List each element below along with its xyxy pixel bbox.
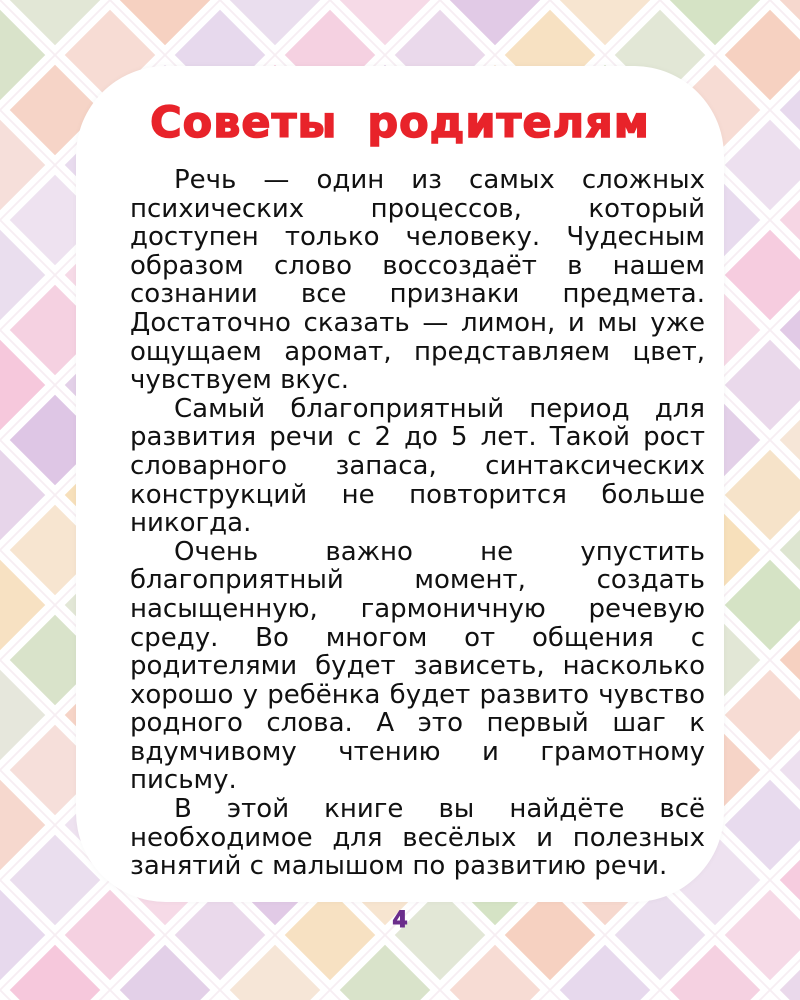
article-body	[130, 166, 705, 881]
page-number: 4	[392, 908, 408, 933]
paragraph: Речь — один из самых сложных психических процессов, который доступен только человеку. Чудесным образом слово воссоздаёт в нашем сознании все признаки предмета. Достаточно сказать — лимон, и мы уже ощущаем аромат, представляем цвет, чувствуем вкус.	[130, 165, 705, 396]
paragraph: В этой книге вы найдёте всё необходимое для весёлых и полезных занятий с малышом по развитию речи.	[130, 794, 705, 882]
paragraph: Самый благоприятный период для развития речи с 2 до 5 лет. Такой рост словарного запаса, синтаксических конструкций не повторится больше никогда.	[130, 393, 705, 539]
page-title: Советы родителям	[150, 98, 650, 148]
paragraph: Очень важно не упустить благоприятный момент, создать насыщенную, гармоничную речевую среду. Во многом от общения с родителями будет зависеть, насколько хорошо у ребёнка будет развито чувство родного слова. А это первый шаг к вдумчивому чтению и грамотному письму.	[130, 536, 705, 796]
